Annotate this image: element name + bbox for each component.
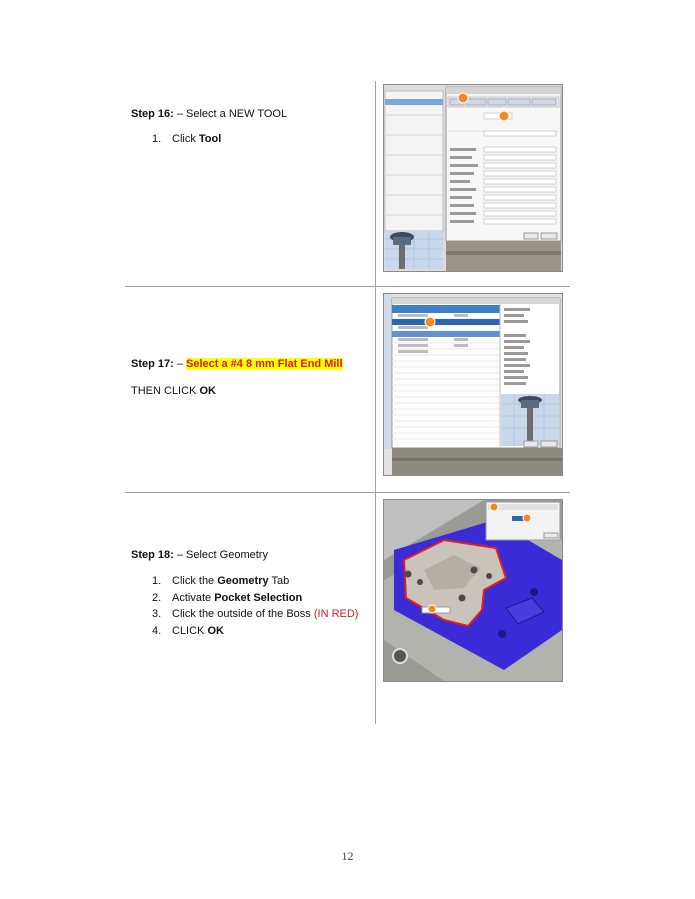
step-16-item-1: 1. Click Tool bbox=[152, 133, 222, 145]
step-16-list bbox=[152, 131, 221, 148]
page-number: 12 bbox=[341, 849, 354, 863]
table-row-divider-1 bbox=[125, 286, 570, 287]
table-vertical-divider bbox=[375, 81, 376, 724]
step-17-then: THEN CLICK OK bbox=[131, 385, 216, 397]
step-18-item-4: 4. CLICK OK bbox=[152, 624, 224, 637]
step-17-heading: Step 17: – Select a #4 8 mm Flat End Mill bbox=[131, 358, 343, 370]
screenshot-tool-dialog bbox=[383, 84, 563, 272]
screenshot-geometry-selection bbox=[383, 499, 563, 682]
step-18-heading: Step 18: – Select Geometry bbox=[131, 549, 268, 561]
step-18-item-2: 2. Activate Pocket Selection bbox=[152, 591, 303, 604]
step-18-item-3: 3. Click the outside of the Boss (IN RED) bbox=[152, 608, 359, 620]
step-18-item-1: 1. Click the Geometry Tab bbox=[152, 575, 290, 587]
step-18-list bbox=[152, 573, 358, 639]
tool-dialog-illustration bbox=[384, 85, 562, 271]
screenshot-tool-library bbox=[383, 293, 563, 476]
step-17-highlight: Select a #4 8 mm Flat End Mill bbox=[186, 358, 343, 370]
geometry-selection-illustration bbox=[384, 500, 562, 681]
step-16-heading: Step 16: – Select a NEW TOOL bbox=[131, 108, 288, 120]
tool-library-illustration bbox=[384, 294, 562, 475]
table-row-divider-2 bbox=[125, 492, 570, 493]
